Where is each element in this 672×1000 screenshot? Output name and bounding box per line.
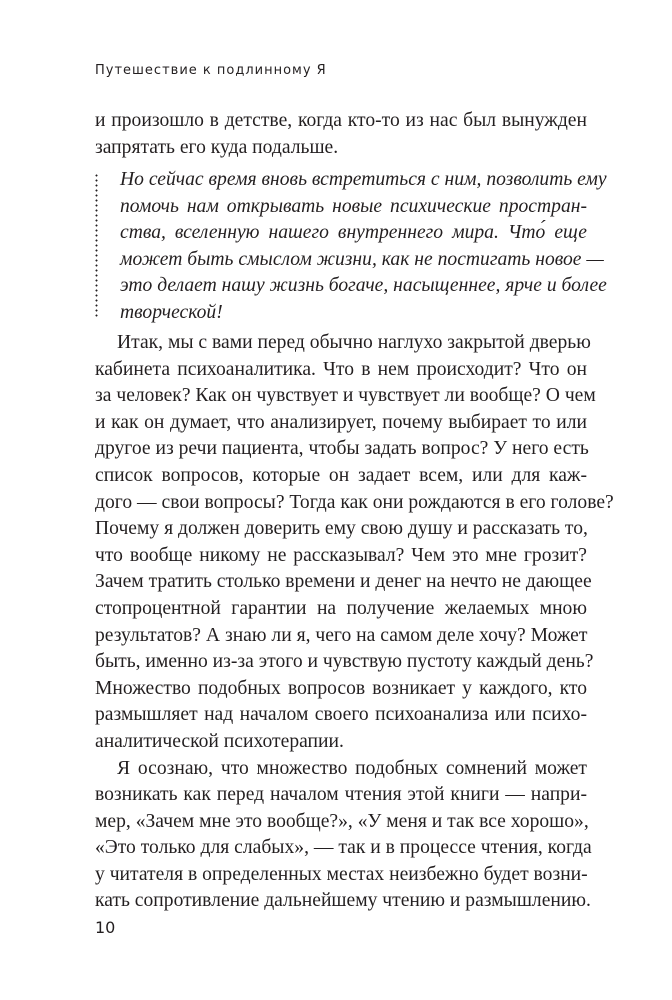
text-line: и как он думает, что анализирует, почему выбирает то или bbox=[95, 411, 587, 433]
text-line: размышляет над началом своего психоанализа или психо- bbox=[95, 704, 587, 726]
text-line: возникать как перед началом чтения этой книги — напри- bbox=[95, 784, 587, 806]
text-line: у читателя в определенных местах неизбежно будет возни- bbox=[95, 863, 588, 885]
text-line: «Это только для слабых», — так и в процессе чтения, когда bbox=[95, 837, 592, 859]
text-line: дого — свои вопросы? Тогда как они рождаются в его голове? bbox=[95, 491, 614, 513]
dotted-rule bbox=[95, 173, 98, 319]
text-line: Почему я должен доверить ему свою душу и рассказать то, bbox=[95, 518, 588, 540]
quote-line: может быть смыслом жизни, как не постигать новое — bbox=[120, 248, 604, 270]
text-line: кабинета психоаналитика. Что в нем происходит? Что он bbox=[95, 358, 587, 380]
text-line: быть, именно из-за этого и чувствую пустоту каждый день? bbox=[95, 651, 594, 673]
text-line: запрятать его куда подальше. bbox=[95, 136, 339, 158]
body-text bbox=[95, 330, 614, 915]
text-line: что вообще никому не рассказывал? Чем это мне грозит? bbox=[95, 544, 587, 566]
text-line: Зачем тратить столько времени и денег на нечто не дающее bbox=[95, 571, 592, 593]
page-number: 10 bbox=[95, 918, 116, 937]
quote-line: Но сейчас время вновь встретиться с ним, позволить ему bbox=[120, 169, 607, 190]
running-head-title: Путешествие к подлинному Я bbox=[95, 63, 327, 78]
text-line: кать сопротивление дальнейшему чтению и размышлению. bbox=[95, 890, 591, 912]
pull-quote bbox=[95, 167, 607, 323]
text-line: другое из речи пациента, чтобы задать вопрос? У него есть bbox=[95, 438, 589, 460]
paragraph-continued bbox=[95, 108, 587, 161]
text-line: список вопросов, которые он задает всем, или для каж- bbox=[95, 464, 587, 486]
text-line: Я осознаю, что множество подобных сомнений может bbox=[117, 757, 587, 779]
paragraph-2 bbox=[95, 756, 592, 916]
quote-line: это делает нашу жизнь богаче, насыщеннее, ярче и более bbox=[120, 275, 607, 297]
text-line: за человек? Как он чувствует и чувствует ли вообще? О чем bbox=[95, 385, 596, 407]
quote-line: ства, вселенную нашего внутреннего мира. Что́ еще bbox=[120, 222, 587, 244]
quote-line: творческой! bbox=[120, 301, 223, 323]
text-line: результатов? А знаю ли я, чего на самом деле хочу? Может bbox=[95, 624, 588, 646]
text-line: мер, «Зачем мне это вообще?», «У меня и так все хорошо», bbox=[95, 810, 589, 832]
text-line: и произошло в детстве, когда кто-то из нас был вынужден bbox=[95, 110, 587, 131]
text-line: Итак, мы с вами перед обычно наглухо закрытой дверью bbox=[117, 332, 591, 353]
text-line: стопроцентной гарантии на получение желаемых мною bbox=[95, 597, 587, 619]
pull-quote-text bbox=[120, 167, 607, 327]
paragraph-1 bbox=[95, 330, 614, 756]
text-line: аналитической психотерапии. bbox=[95, 730, 344, 752]
text-line: Множество подобных вопросов возникает у каждого, кто bbox=[95, 677, 587, 699]
quote-line: помочь нам открывать новые психические простран- bbox=[120, 195, 587, 217]
